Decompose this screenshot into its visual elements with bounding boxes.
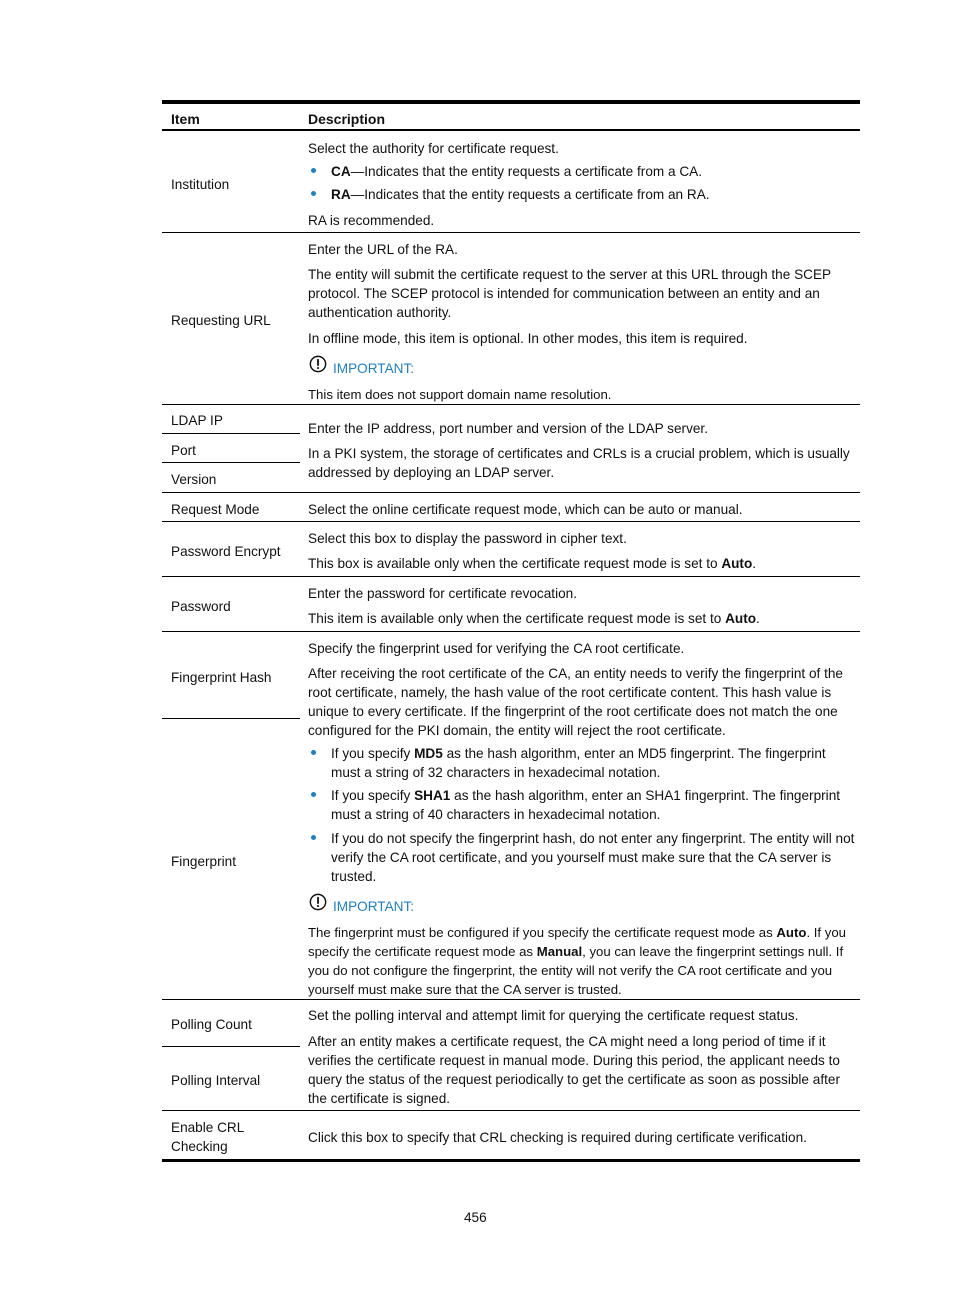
row-divider [162, 404, 860, 405]
desc-text: The entity will submit the certificate request to the server at this URL through the SCEP protocol. The SCEP protocol is intended for communication between an entity and an authentication authority. [308, 267, 831, 320]
desc-text: Select the authority for certificate request. [308, 141, 559, 156]
row-divider [162, 576, 860, 577]
bullet-marker [311, 168, 316, 173]
desc-text: This box is available only when the certificate request mode is set to Auto. [308, 556, 757, 571]
item-divider [162, 718, 300, 719]
row-divider [162, 492, 860, 493]
desc-text: This item is available only when the certificate request mode is set to Auto. [308, 611, 760, 626]
item-request-mode: Request Mode [171, 502, 260, 517]
desc-text: Specify the fingerprint used for verifying the CA root certificate. [308, 641, 685, 656]
warning-icon [309, 893, 327, 911]
table-bottom-rule [162, 1159, 860, 1162]
row-divider [162, 631, 860, 632]
desc-text: Enter the IP address, port number and version of the LDAP server. [308, 421, 708, 436]
item-enable-crl-checking: Enable CRL Checking [171, 1120, 244, 1154]
column-header-description: Description [308, 111, 386, 127]
item-polling-interval: Polling Interval [171, 1073, 261, 1088]
item-divider [162, 1046, 300, 1047]
bullet-marker [311, 792, 316, 797]
item-divider [162, 433, 300, 434]
item-ldap-ip: LDAP IP [171, 413, 223, 428]
row-divider [162, 999, 860, 1000]
item-institution: Institution [171, 177, 230, 192]
important-note: This item does not support domain name resolution. [308, 387, 612, 402]
desc-bullet: If you do not specify the fingerprint hash, do not enter any fingerprint. The entity will not verify the CA root certificate, and you yourself must make sure that the CA server is trusted. [331, 831, 855, 884]
desc-text: Enter the password for certificate revocation. [308, 586, 577, 601]
item-fingerprint: Fingerprint [171, 854, 236, 869]
desc-bullet: If you specify MD5 as the hash algorithm, enter an MD5 fingerprint. The fingerprint must a string of 32 characters in hexadecimal notation. [331, 746, 826, 780]
important-label: IMPORTANT: [333, 361, 415, 376]
desc-bullet: If you specify SHA1 as the hash algorithm, enter an SHA1 fingerprint. The fingerprint must a string of 40 characters in hexadecimal notation. [331, 788, 841, 822]
important-label: IMPORTANT: [333, 899, 415, 914]
bullet-marker [311, 191, 316, 196]
row-divider [162, 1110, 860, 1111]
header-bottom-rule [162, 129, 860, 131]
desc-text: After receiving the root certificate of the CA, an entity needs to verify the fingerprint of the root certificate, namely, the hash value of the root certificate content. This hash value is unique to every certificate. If the fingerprint of the root certificate does not match the one configured for the PKI domain, the entity will reject the root certificate. [308, 666, 843, 738]
item-fingerprint-hash: Fingerprint Hash [171, 670, 272, 685]
desc-bullet: RA—Indicates that the entity requests a certificate from an RA. [331, 187, 710, 202]
row-divider [162, 232, 860, 233]
desc-text: Select this box to display the password in cipher text. [308, 531, 627, 546]
row-divider [162, 521, 860, 522]
item-version: Version [171, 472, 217, 487]
item-password-encrypt: Password Encrypt [171, 544, 281, 559]
column-header-item: Item [171, 111, 200, 127]
page-number: 456 [464, 1210, 487, 1225]
desc-text: Click this box to specify that CRL checking is required during certificate verification. [308, 1130, 807, 1145]
item-polling-count: Polling Count [171, 1017, 252, 1032]
desc-text: In a PKI system, the storage of certificates and CRLs is a crucial problem, which is usually addressed by deploying an LDAP server. [308, 446, 850, 480]
item-port: Port [171, 443, 196, 458]
item-requesting-url: Requesting URL [171, 313, 271, 328]
desc-text: After an entity makes a certificate request, the CA might need a long period of time if it verifies the certificate request in manual mode. During this period, the applicant needs to query the status of the request periodically to get the certificate as soon as possible after the certificate is signed. [308, 1034, 840, 1106]
important-note: The fingerprint must be configured if you specify the certificate request mode as Auto. If you specify the certificate request mode as Manual, you can leave the fingerprint settings null. If you do not configure the fingerprint, the entity will not verify the CA root certificate and you yourself must make sure that the CA server is trusted. [308, 925, 847, 997]
item-divider [162, 462, 300, 463]
desc-text: RA is recommended. [308, 213, 435, 228]
desc-text: In offline mode, this item is optional. In other modes, this item is required. [308, 331, 748, 346]
desc-text: Set the polling interval and attempt limit for querying the certificate request status. [308, 1008, 799, 1023]
item-password: Password [171, 599, 231, 614]
desc-text: Select the online certificate request mode, which can be auto or manual. [308, 502, 743, 517]
desc-text: Enter the URL of the RA. [308, 242, 458, 257]
warning-icon [309, 355, 327, 373]
bullet-marker [311, 835, 316, 840]
desc-bullet: CA—Indicates that the entity requests a certificate from a CA. [331, 164, 702, 179]
table-top-rule [162, 100, 860, 104]
bullet-marker [311, 750, 316, 755]
